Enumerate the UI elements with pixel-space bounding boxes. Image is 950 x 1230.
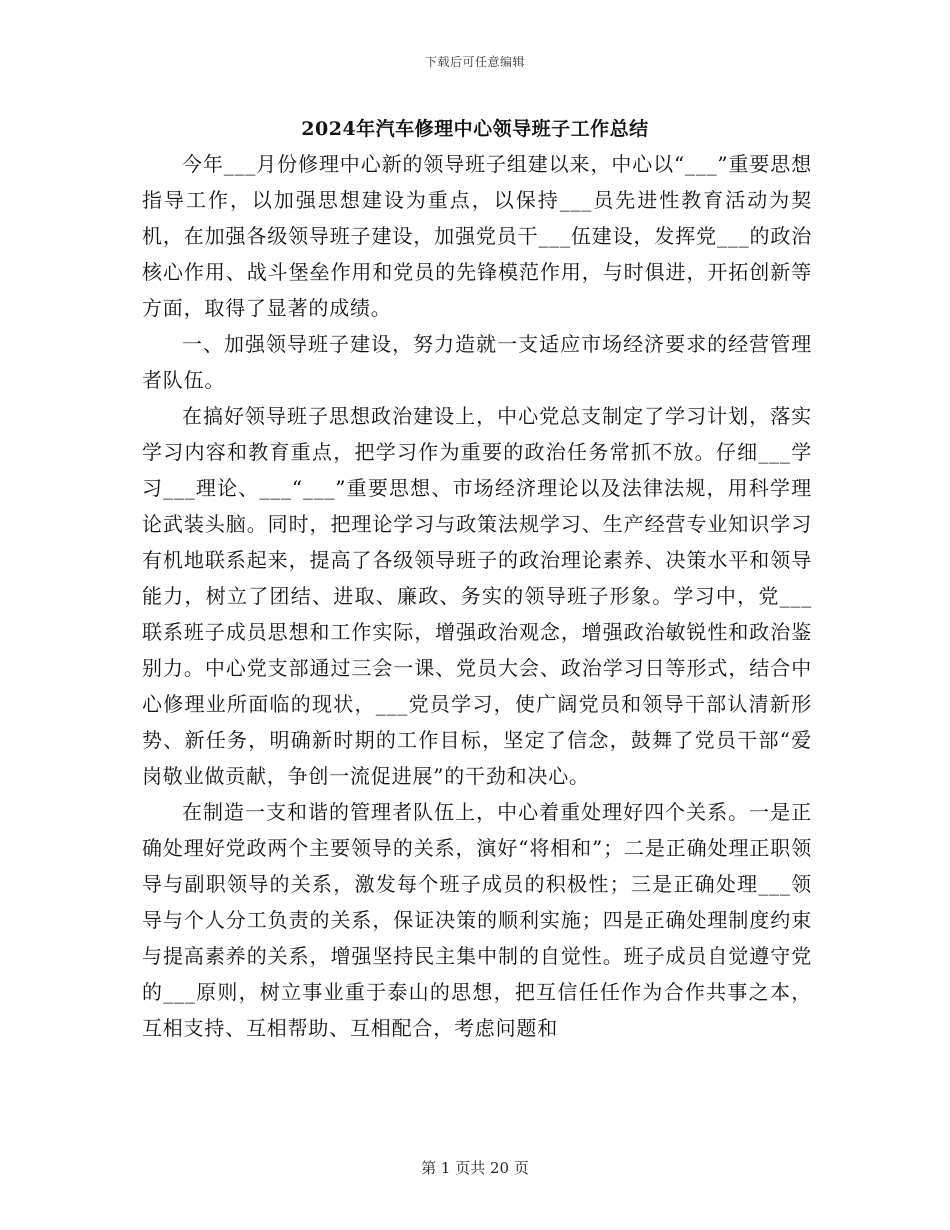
paragraph-section-heading: 一、加强领导班子建设，努力造就一支适应市场经济要求的经营管理者队伍。 — [142, 332, 812, 392]
document-title: 2024年汽车修理中心领导班子工作总结 — [301, 118, 649, 140]
page-number-footer: 第 1 页共 20 页 — [421, 1159, 529, 1177]
page-header-note: 下载后可任意编辑 — [424, 55, 525, 69]
paragraph-relations: 在制造一支和谐的管理者队伍上，中心着重处理好四个关系。一是正确处理好党政两个主要领导的关系，演好“将相和”；二是正确处理正职领导与副职领导的关系，激发每个班子成员的积极性；三是正确处理___领导与个人分工负责的关系，保证决策的顺利实施；四是正确处理制度约束与提高素养的关系，增强坚持民主集中制的自觉性。班子成员自觉遵守党的___原则，树立事业重于泰山的思想，把互信任任作为合作共事之本，互相支持、互相帮助、互相配合，考虑问题和 — [142, 800, 812, 1040]
document-body — [142, 146, 812, 1046]
paragraph-study: 在搞好领导班子思想政治建设上，中心党总支制定了学习计划，落实学习内容和教育重点，把学习作为重要的政治任务常抓不放。仔细___学习___理论、___“___”重要思想、市场经济理论以及法律法规，用科学理论武装头脑。同时，把理论学习与政策法规学习、生产经营专业知识学习有机地联系起来，提高了各级领导班子的政治理论素养、决策水平和领导能力，树立了团结、进取、廉政、务实的领导班子形象。学习中，党___联系班子成员思想和工作实际，增强政治观念，增强政治敏锐性和政治鉴别力。中心党支部通过三会一课、党员大会、政治学习日等形式，结合中心修理业所面临的现状，___党员学习，使广阔党员和领导干部认清新形势、新任务，明确新时期的工作目标，坚定了信念，鼓舞了党员干部“爱岗敬业做贡献，争创一流促进展”的干劲和决心。 — [142, 404, 812, 788]
paragraph-intro: 今年___月份修理中心新的领导班子组建以来，中心以“___”重要思想指导工作，以加强思想建设为重点，以保持___员先进性教育活动为契机，在加强各级领导班子建设，加强党员干___伍建设，发挥党___的政治核心作用、战斗堡垒作用和党员的先锋模范作用，与时俱进，开拓创新等方面，取得了显著的成绩。 — [142, 152, 812, 320]
